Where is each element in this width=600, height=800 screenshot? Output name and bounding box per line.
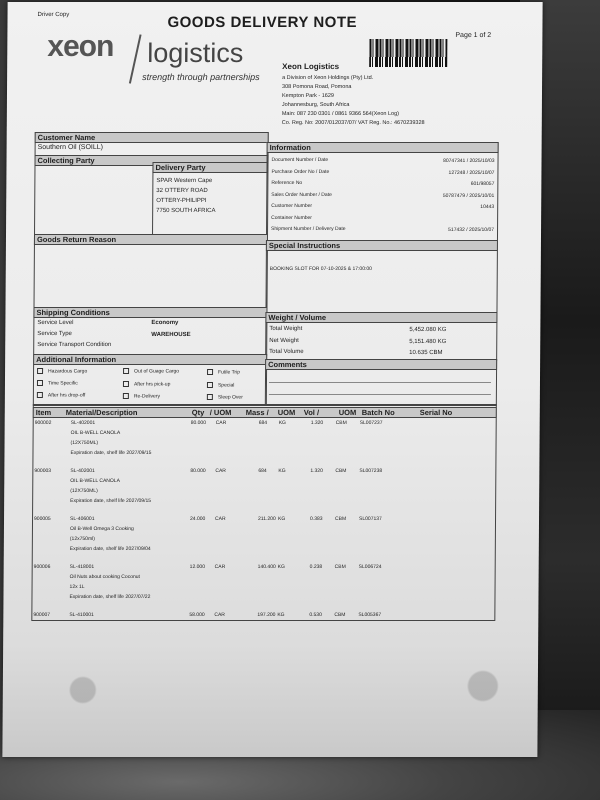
item-uom: CAR — [215, 516, 226, 522]
col-batch: Batch No — [361, 408, 395, 417]
checkbox-icon — [37, 380, 43, 386]
paper-marks — [33, 670, 533, 710]
checkbox-icon — [123, 368, 129, 374]
information-row-label: Customer Number — [271, 203, 313, 209]
item-qty: 12.000 — [189, 564, 206, 570]
total-volume-value: 10.635 CBM — [409, 350, 443, 356]
information-header: Information — [267, 142, 499, 153]
delivery-address — [156, 176, 216, 216]
item-uom: CAR — [215, 468, 226, 474]
item-number: 900003 — [34, 468, 52, 474]
company-line: Main: 087 230 0301 / 0861 9366 564(Xeon Log) — [281, 111, 399, 117]
check-option: Hazardous Cargo — [37, 368, 87, 374]
transport-condition-label: Service Transport Condition — [37, 342, 112, 348]
item-vol-uom: CBM — [334, 612, 346, 618]
item-mass: 684 — [258, 420, 268, 426]
comments-header: Comments — [265, 359, 497, 370]
item-mass: 197.200 — [257, 612, 276, 618]
information-row-value: 80747341 / 2025/10/03 — [443, 158, 495, 164]
service-type-value: WAREHOUSE — [151, 332, 191, 338]
delivery-address-line: 7750 SOUTH AFRICA — [156, 208, 216, 214]
logo-tagline: strength through partnerships — [142, 72, 260, 82]
item-description: Expiration date, shelf life 2027/09/04 — [69, 546, 151, 552]
item-description: OIL B-WELL CANOLA — [70, 430, 121, 436]
check-option: Out of Guage Cargo — [123, 368, 179, 374]
item-vol: 0.383 — [310, 516, 323, 522]
goods-return-box — [33, 237, 268, 309]
item-vol: 1.320 — [310, 420, 324, 426]
item-mass-uom: KG — [277, 612, 285, 618]
special-instructions-text: BOOKING SLOT FOR 07-10-2025 & 17:00:00 — [269, 266, 372, 272]
item-description: OIL B-WELL CANOLA — [70, 478, 120, 484]
item-number: 900005 — [34, 516, 51, 522]
additional-info-header: Additional Information — [33, 354, 267, 365]
special-instructions-box — [265, 240, 498, 314]
checkbox-icon — [207, 394, 213, 400]
information-row-label: Shipment Number / Delivery Date — [271, 226, 346, 232]
service-level-label: Service Level — [37, 320, 74, 326]
item-description: 12x 1L — [69, 584, 85, 590]
information-row-value: 517432 / 2025/10/07 — [448, 227, 495, 233]
col-item: Item — [35, 408, 52, 417]
col-serial: Serial No — [419, 408, 453, 417]
page-number: Page 1 of 2 — [455, 32, 492, 39]
weight-header: Weight / Volume — [265, 312, 497, 323]
delivery-address-line: 32 OTTERY ROAD — [156, 188, 208, 194]
company-line: a Division of Xeon Holdings (Pty) Ltd. — [282, 75, 374, 81]
item-material: SL-406001 — [70, 516, 95, 522]
delivery-party-header: Delivery Party — [152, 162, 268, 173]
information-row-label: Reference No — [271, 180, 303, 186]
item-number: 900007 — [33, 612, 51, 618]
item-batch: SL005367 — [358, 612, 382, 618]
item-material: SL-402001 — [70, 420, 96, 426]
item-mass: 684 — [258, 468, 267, 474]
total-volume-label: Total Volume — [269, 349, 304, 355]
checkbox-icon — [37, 392, 43, 398]
net-weight-label: Net Weight — [269, 338, 299, 344]
company-line: Johannesburg, South Africa — [281, 102, 350, 108]
company-name: Xeon Logistics — [282, 62, 340, 71]
shipping-header: Shipping Conditions — [33, 307, 267, 318]
delivery-note-page — [2, 2, 542, 757]
item-description: (12x750ml) — [69, 536, 95, 542]
item-qty: 80.000 — [190, 468, 206, 474]
goods-return-header: Goods Return Reason — [34, 234, 268, 245]
item-material: SL-418001 — [69, 564, 95, 570]
information-row-value: 10443 — [480, 204, 495, 210]
item-vol-uom: CBM — [335, 516, 347, 522]
item-qty: 58.000 — [189, 612, 205, 618]
driver-copy-label: Driver Copy — [37, 12, 70, 18]
check-option: Sleep Over — [207, 394, 243, 400]
items-table-header — [33, 407, 497, 418]
collecting-party-header: Collecting Party — [34, 155, 268, 166]
check-option: After hrs pick-up — [123, 381, 170, 387]
service-level-value: Economy — [151, 320, 179, 326]
item-qty: 80.000 — [190, 420, 207, 426]
item-uom: CAR — [214, 564, 226, 570]
information-row-value: 127248 / 2025/10/07 — [448, 169, 495, 176]
customer-name-header: Customer Name — [35, 132, 269, 143]
checkbox-icon — [123, 381, 129, 387]
col-mass: Mass / — [245, 408, 269, 417]
item-description: Expiration date, shelf life 2027/09/15 — [70, 450, 152, 456]
service-type-label: Service Type — [37, 331, 72, 337]
item-description: (12X750ML) — [70, 440, 99, 446]
col-uom: / UOM — [209, 408, 232, 417]
item-number: 900006 — [33, 564, 51, 570]
information-row-value: 50787479 / 2025/10/01 — [442, 192, 495, 199]
checkbox-icon — [207, 369, 213, 375]
item-vol-uom: CBM — [334, 564, 346, 570]
logo-brand-left: xeon — [47, 30, 114, 63]
logo-brand-right: logistics — [147, 38, 244, 68]
item-mass: 211.200 — [258, 516, 276, 522]
item-uom: CAR — [214, 612, 225, 618]
comment-line — [269, 394, 491, 395]
special-instructions-header: Special Instructions — [266, 240, 498, 251]
checkbox-icon — [207, 382, 213, 388]
document-title: GOODS DELIVERY NOTE — [167, 14, 358, 31]
item-material: SL-402001 — [70, 468, 95, 474]
information-row-value: 601/98057 — [470, 181, 495, 187]
company-line: Co. Reg. No: 2007/012037/07/ VAT Reg. No.: 4670239328 — [281, 120, 425, 126]
customer-name-value: Southern Oil (SOILL) — [37, 144, 104, 151]
item-mass: 140.400 — [257, 564, 276, 570]
check-option: Time Specific — [37, 380, 78, 386]
item-vol: 0.530 — [309, 612, 322, 618]
item-mass-uom: KG — [278, 468, 286, 474]
logo-separator — [129, 34, 142, 83]
company-address — [282, 74, 425, 128]
item-batch: SL007137 — [359, 516, 382, 522]
col-vol-uom: UOM — [338, 408, 357, 417]
item-mass-uom: KG — [277, 564, 285, 570]
item-vol: 0.238 — [309, 564, 323, 570]
net-weight-value: 5,151.480 KG — [409, 339, 447, 345]
item-vol-uom: CBM — [335, 420, 347, 426]
item-description: Expiration date, shelf life 2027/07/22 — [69, 594, 151, 600]
information-row-label: Sales Order Number / Date — [271, 191, 332, 198]
barcode-icon — [369, 39, 447, 67]
item-description: Oil B-Well Omega 3 Cooking — [69, 526, 134, 532]
check-option: Special — [207, 382, 234, 388]
items-table — [31, 404, 497, 621]
item-vol-uom: CBM — [335, 468, 347, 474]
item-uom: CAR — [215, 420, 227, 426]
checkbox-icon — [37, 368, 43, 374]
information-row-label: Document Number / Date — [271, 157, 329, 163]
col-vol: Vol / — [303, 408, 320, 417]
item-material: SL-410001 — [69, 612, 94, 618]
item-number: 900002 — [34, 420, 52, 426]
check-option: Re-Delivery — [123, 393, 160, 399]
company-line: Kempton Park - 1629 — [281, 93, 334, 99]
information-row-label: Purchase Order No / Date — [271, 168, 330, 175]
total-weight-value: 5,452.080 KG — [409, 327, 447, 333]
check-option: Futile Trip — [207, 369, 240, 375]
delivery-address-line: SPAR Western Cape — [156, 178, 213, 184]
item-description: (12X750ML) — [70, 488, 98, 494]
item-description: Expiration date, shelf life 2027/09/15 — [70, 498, 152, 504]
item-vol: 1.320 — [310, 468, 323, 474]
item-mass-uom: KG — [278, 516, 286, 522]
item-qty: 24.000 — [190, 516, 206, 522]
item-batch: SL007238 — [359, 468, 383, 474]
item-batch: SL006724 — [358, 564, 382, 570]
company-line: 308 Pomona Road, Pomona — [282, 84, 352, 90]
col-mass-uom: UOM — [277, 408, 296, 417]
item-mass-uom: KG — [278, 420, 286, 426]
item-description: Oil Nuts about cooking Coconut — [69, 574, 140, 580]
checkbox-icon — [123, 393, 129, 399]
col-qty: Qty — [191, 408, 205, 417]
check-option: After hrs drop-off — [37, 392, 85, 398]
delivery-address-line: OTTERY-PHILIPPI — [156, 198, 207, 204]
col-material: Material/Description — [65, 408, 138, 417]
comment-line — [269, 382, 491, 383]
total-weight-label: Total Weight — [269, 326, 303, 332]
item-batch: SL007237 — [359, 420, 383, 426]
information-row-label: Container Number — [271, 214, 313, 221]
